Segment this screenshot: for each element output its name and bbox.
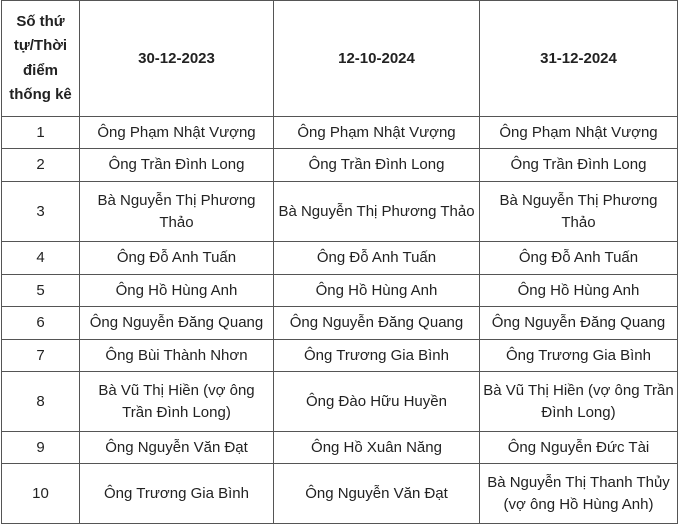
row-index: 8 [2, 372, 80, 432]
cell-b: Ông Phạm Nhật Vượng [274, 117, 480, 149]
cell-b: Ông Trương Gia Bình [274, 340, 480, 372]
cell-a: Ông Trần Đình Long [80, 149, 274, 182]
cell-a: Ông Hồ Hùng Anh [80, 275, 274, 307]
cell-c: Ông Hồ Hùng Anh [480, 275, 678, 307]
row-index: 4 [2, 242, 80, 275]
cell-a: Ông Bùi Thành Nhơn [80, 340, 274, 372]
cell-a: Bà Vũ Thị Hiền (vợ ông Trần Đình Long) [80, 372, 274, 432]
row-index: 10 [2, 464, 80, 524]
cell-a: Bà Nguyễn Thị Phương Thảo [80, 182, 274, 242]
cell-a: Ông Đỗ Anh Tuấn [80, 242, 274, 275]
shareholders-table [1, 0, 678, 524]
header-index: Số thứ tự/Thời điểm thống kê [2, 1, 80, 117]
cell-c: Ông Trần Đình Long [480, 149, 678, 182]
cell-c: Ông Nguyễn Đăng Quang [480, 307, 678, 340]
row-index: 6 [2, 307, 80, 340]
row-index: 2 [2, 149, 80, 182]
table-row [2, 372, 678, 432]
cell-b: Ông Nguyễn Văn Đạt [274, 464, 480, 524]
cell-c: Bà Vũ Thị Hiền (vợ ông Trần Đình Long) [480, 372, 678, 432]
cell-c: Ông Trương Gia Bình [480, 340, 678, 372]
table-row [2, 242, 678, 275]
row-index: 7 [2, 340, 80, 372]
table-row [2, 432, 678, 464]
row-index: 9 [2, 432, 80, 464]
row-index: 3 [2, 182, 80, 242]
cell-c: Ông Nguyễn Đức Tài [480, 432, 678, 464]
table-row [2, 464, 678, 524]
cell-a: Ông Nguyễn Văn Đạt [80, 432, 274, 464]
cell-a: Ông Nguyễn Đăng Quang [80, 307, 274, 340]
header-date-3: 31-12-2024 [480, 1, 678, 117]
table-row [2, 182, 678, 242]
table-header-row [2, 1, 678, 117]
header-date-2: 12-10-2024 [274, 1, 480, 117]
table-row [2, 149, 678, 182]
row-index: 5 [2, 275, 80, 307]
cell-b: Ông Hồ Hùng Anh [274, 275, 480, 307]
cell-b: Ông Đào Hữu Huyền [274, 372, 480, 432]
table-row [2, 307, 678, 340]
row-index: 1 [2, 117, 80, 149]
cell-b: Ông Nguyễn Đăng Quang [274, 307, 480, 340]
table-row [2, 340, 678, 372]
cell-a: Ông Phạm Nhật Vượng [80, 117, 274, 149]
header-date-1: 30-12-2023 [80, 1, 274, 117]
cell-b: Ông Hồ Xuân Năng [274, 432, 480, 464]
cell-b: Bà Nguyễn Thị Phương Thảo [274, 182, 480, 242]
table-row [2, 117, 678, 149]
cell-b: Ông Đỗ Anh Tuấn [274, 242, 480, 275]
cell-b: Ông Trần Đình Long [274, 149, 480, 182]
table-row [2, 275, 678, 307]
cell-c: Ông Đỗ Anh Tuấn [480, 242, 678, 275]
cell-c: Bà Nguyễn Thị Phương Thảo [480, 182, 678, 242]
cell-c: Ông Phạm Nhật Vượng [480, 117, 678, 149]
cell-a: Ông Trương Gia Bình [80, 464, 274, 524]
cell-c: Bà Nguyễn Thị Thanh Thủy (vợ ông Hồ Hùng Anh) [480, 464, 678, 524]
